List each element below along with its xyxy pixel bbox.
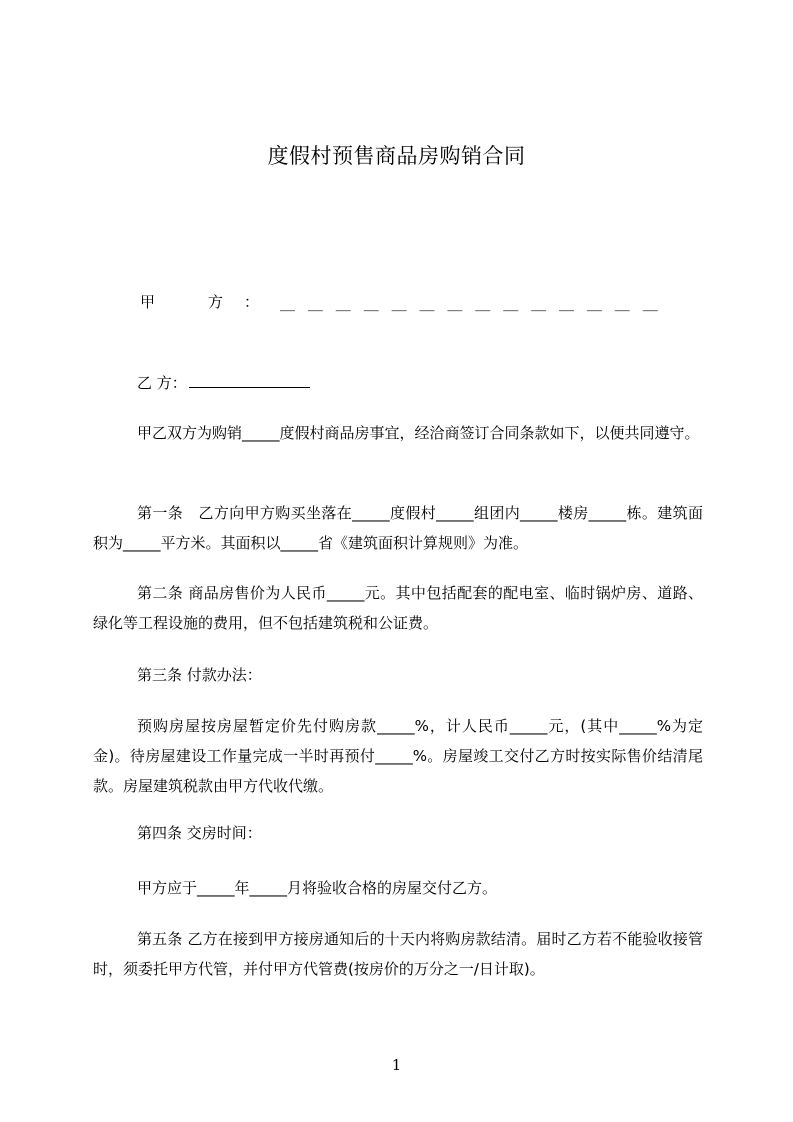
party-a-colon: ：	[244, 293, 260, 311]
party-a-line	[140, 291, 680, 315]
intro-paragraph: 甲乙双方为购销_____度假村商品房事宜，经洽商签订合同条款如下，以便共同遵守。	[137, 424, 700, 442]
page-number: 1	[391, 1056, 402, 1074]
document-title: 度假村预售商品房购销合同	[267, 144, 526, 168]
party-b-blank-underline	[189, 373, 310, 388]
party-b-label: 乙 方：	[137, 374, 187, 392]
article-5-paragraph: 第五条 乙方在接到甲方接房通知后的十天内将购房款结清。届时乙方若不能验收接管时，须委托甲方代管，并付甲方代管费(按房价的万分之一/日计取)。	[93, 930, 703, 978]
article-1-paragraph: 第一条 乙方向甲方购买坐落在_____度假村_____组团内_____楼房_____栋。建筑面积为_____平方米。其面积以_____省《建筑面积计算规则》为准。	[93, 504, 703, 552]
party-a-blank: ＿＿＿＿＿＿＿＿＿＿＿＿＿＿	[280, 295, 671, 313]
party-a-label-first: 甲	[140, 293, 156, 311]
article-2-paragraph: 第二条 商品房售价为人民币_____元。其中包括配套的配电室、临时锅炉房、道路、绿化等工程设施的费用，但不包括建筑税和公证费。	[93, 584, 703, 632]
article-4-heading: 第四条 交房时间：	[137, 824, 262, 842]
article-3-heading: 第三条 付款办法：	[137, 666, 262, 684]
article-3-paragraph: 预购房屋按房屋暂定价先付购房款_____%，计人民币_____元，(其中_____%为定金)。待房屋建设工作量完成一半时再预付_____%。房屋竣工交付乙方时按实际售价结清尾款。房屋建筑税款由甲方代收代缴。	[93, 717, 703, 795]
article-4-paragraph: 甲方应于_____年_____月将验收合格的房屋交付乙方。	[137, 879, 498, 897]
party-b-line	[137, 372, 310, 393]
party-a-label-second: 方	[208, 293, 224, 311]
